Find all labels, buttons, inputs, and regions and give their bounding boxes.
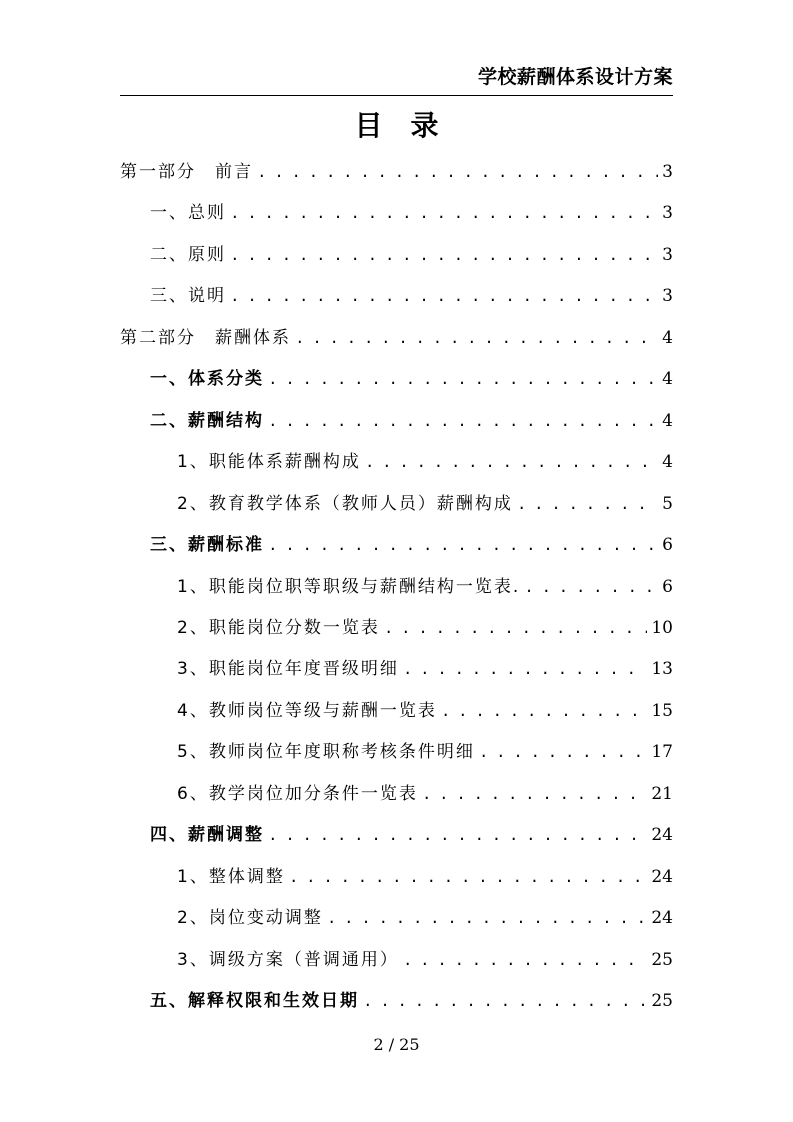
- toc-entry-label: 5、教师岗位年度职称考核条件明细: [177, 742, 475, 763]
- toc-entry-label: 五、解释权限和生效日期: [150, 991, 359, 1011]
- toc-leader-dots: [268, 816, 647, 857]
- toc-entry-label: 二、薪酬结构: [150, 410, 264, 431]
- toc-entry[interactable]: [150, 276, 673, 317]
- toc-entry[interactable]: [150, 981, 673, 1022]
- toc-entry[interactable]: [150, 235, 673, 276]
- toc-leader-dots: [295, 319, 658, 360]
- toc-entry[interactable]: [177, 608, 673, 649]
- toc-leader-dots: [517, 485, 658, 526]
- toc-entry[interactable]: [150, 401, 673, 442]
- toc-entry-label: 第二部分 薪酬体系: [120, 327, 291, 348]
- toc-entry[interactable]: [177, 567, 673, 608]
- toc-entry-label: 二、原则: [150, 244, 226, 265]
- toc-entry-page: 17: [651, 742, 673, 763]
- toc-entry-page: 6: [662, 576, 673, 597]
- toc-entry-label: 3、职能岗位年度晋级明细: [177, 659, 399, 680]
- toc-entry[interactable]: [120, 152, 673, 193]
- toc-entry-label: 4、教师岗位等级与薪酬一览表: [177, 700, 437, 721]
- toc-entry-page: 4: [662, 327, 673, 348]
- toc-leader-dots: [327, 899, 648, 940]
- toc-entry-label: 6、教学岗位加分条件一览表: [177, 783, 418, 804]
- toc-entry[interactable]: [177, 857, 673, 898]
- toc-entry-label: 2、岗位变动调整: [177, 908, 323, 929]
- toc-leader-dots: [384, 609, 648, 650]
- toc-entry-page: 4: [662, 410, 673, 431]
- toc-entry-page: 24: [651, 908, 673, 929]
- toc-entry-page: 10: [651, 617, 673, 638]
- toc-leader-dots: [257, 153, 658, 194]
- toc-entry-label: 四、薪酬调整: [150, 825, 264, 846]
- toc-entry-label: 三、薪酬标准: [150, 535, 264, 556]
- toc-entry[interactable]: [177, 484, 673, 525]
- toc-leader-dots: [479, 733, 648, 774]
- toc-entry-label: 1、整体调整: [177, 866, 285, 887]
- toc-entry[interactable]: [177, 442, 673, 483]
- header-title: 学校薪酬体系设计方案: [477, 66, 673, 88]
- toc-leader-dots: [441, 692, 648, 733]
- toc-entry[interactable]: [177, 774, 673, 815]
- toc-entry-page: 13: [651, 659, 673, 680]
- toc-entry[interactable]: [150, 193, 673, 234]
- toc-entry-label: 3、调级方案（普调通用）: [177, 949, 399, 970]
- toc-entry[interactable]: [177, 732, 673, 773]
- toc-entry-page: 3: [662, 162, 673, 182]
- toc-leader-dots: [289, 858, 648, 899]
- toc-entry-label: 三、说明: [150, 286, 226, 307]
- toc-entry-page: 25: [651, 949, 673, 970]
- toc-entry-page: 3: [662, 244, 673, 265]
- toc-entry-label: 第一部分 前言: [120, 162, 253, 182]
- toc-entry[interactable]: [177, 691, 673, 732]
- toc-leader-dots: [524, 568, 658, 609]
- toc-leader-dots: [230, 236, 658, 277]
- toc-leader-dots: [268, 360, 658, 401]
- toc-entry[interactable]: [177, 940, 673, 981]
- toc-entry-page: 5: [662, 493, 673, 514]
- toc-entry-label: 一、体系分类: [150, 369, 264, 390]
- toc-entry-label: 2、教育教学体系（教师人员）薪酬构成: [177, 493, 513, 514]
- toc-leader-dots: [268, 402, 658, 443]
- toc-entry-page: 3: [662, 203, 673, 224]
- toc-entry-page: 4: [662, 452, 673, 473]
- toc-leader-dots: [422, 775, 648, 816]
- toc-leader-dots: [403, 941, 648, 982]
- toc-entry-label: 2、职能岗位分数一览表: [177, 617, 380, 638]
- toc-entry[interactable]: [150, 815, 673, 856]
- toc-entry[interactable]: [177, 898, 673, 939]
- toc-entry-page: 25: [651, 991, 673, 1011]
- toc-entry[interactable]: [150, 525, 673, 566]
- toc-entry-label: 一、总则: [150, 203, 226, 224]
- toc-entry-page: 3: [662, 286, 673, 307]
- toc-entry-page: 15: [651, 700, 673, 721]
- page-number: 2 / 25: [373, 1035, 420, 1054]
- toc-entry-label: 1、职能体系薪酬构成: [177, 452, 361, 473]
- toc-leader-dots: [365, 443, 658, 484]
- toc-leader-dots: [403, 650, 648, 691]
- toc-entry-page: 24: [651, 825, 673, 846]
- toc-entry-page: 6: [662, 535, 673, 556]
- toc-leader-dots: [268, 526, 658, 567]
- toc-entry-page: 21: [651, 783, 673, 804]
- toc-entry-page: 24: [651, 866, 673, 887]
- toc-leader-dots: [230, 194, 658, 235]
- toc-entry[interactable]: [120, 318, 673, 359]
- toc-entry-page: 4: [662, 369, 673, 390]
- toc-entry[interactable]: [150, 359, 673, 400]
- page-header: [120, 58, 673, 96]
- toc-leader-dots: [230, 277, 658, 318]
- toc-entry[interactable]: [177, 649, 673, 690]
- toc-entry-label: 1、职能岗位职等职级与薪酬结构一览表.: [177, 576, 521, 597]
- toc-leader-dots: [363, 982, 647, 1023]
- toc-title: 目录: [354, 109, 467, 142]
